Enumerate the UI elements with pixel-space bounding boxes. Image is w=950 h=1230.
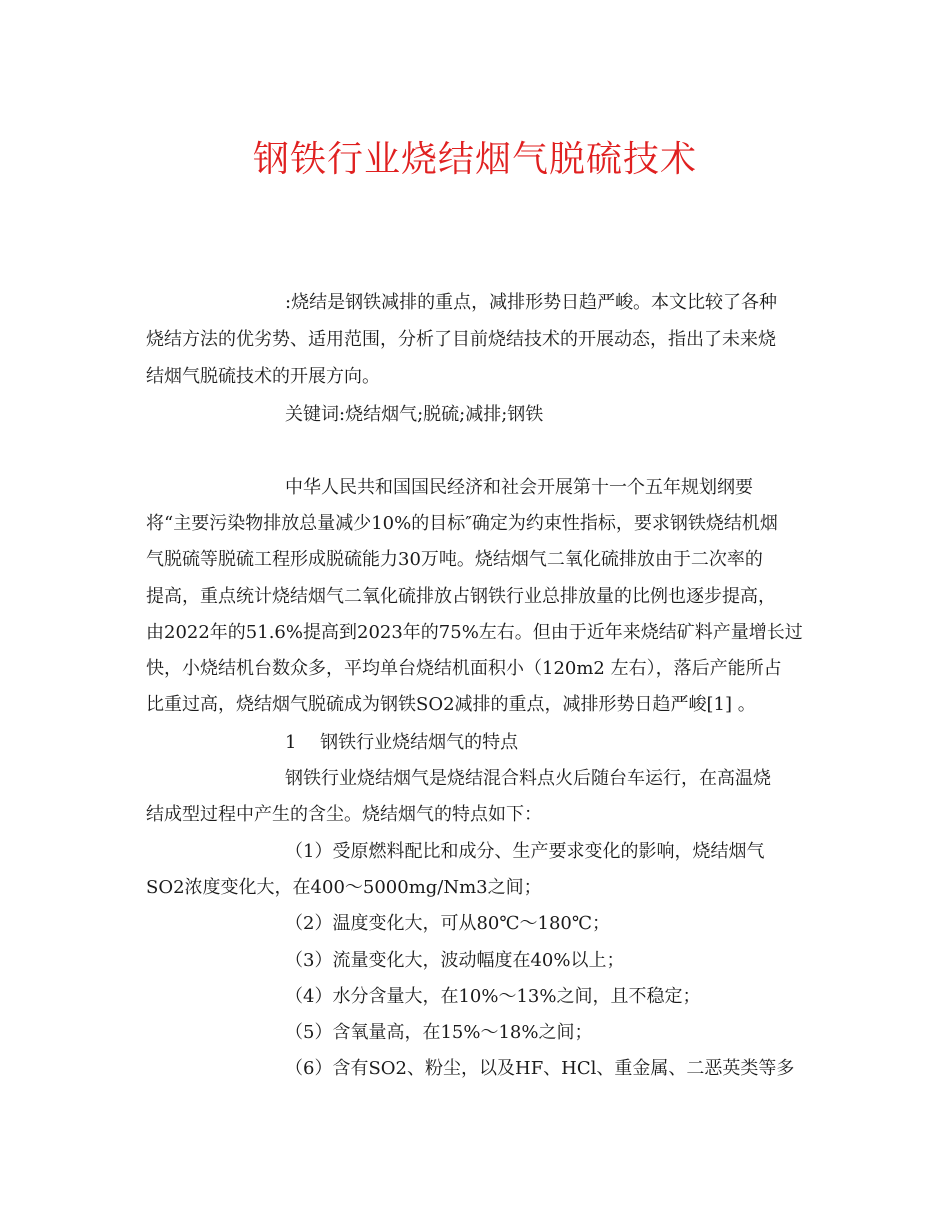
intro-line-2: 将“主要污染物排放总量减少10%的目标″确定为约束性指标，要求钢铁烧结机烟 xyxy=(146,513,778,534)
feature-line-6: （6）含有SO2、粉尘，以及HF、HCl、重金属、二恶英类等多 xyxy=(285,1058,795,1079)
feature-line-3: （3）流量变化大，波动幅度在40%以上； xyxy=(285,950,625,971)
intro-line-6: 快，小烧结机台数众多，平均单台烧结机面积小（120m2 左右），落后产能所占 xyxy=(146,658,782,679)
abstract-line-1: :烧结是钢铁减排的重点，减排形势日趋严峻。本文比较了各种 xyxy=(285,292,778,313)
keywords-line: 关键词:烧结烟气;脱硫;减排;钢铁 xyxy=(285,404,544,425)
feature-line-4: （4）水分含量大，在10%～13%之间，且不稳定； xyxy=(285,986,701,1007)
intro-line-4: 提高，重点统计烧结烟气二氧化硫排放占钢铁行业总排放量的比例也逐步提高， xyxy=(146,586,776,607)
intro-line-1: 中华人民共和国国民经济和社会开展第十一个五年规划纲要 xyxy=(285,477,753,498)
section-1-heading: 1 钢铁行业烧结烟气的特点 xyxy=(285,732,519,753)
abstract-line-3: 结烟气脱硫技术的开展方向。 xyxy=(146,366,380,387)
intro-line-5: 由2022年的51.6%提高到2023年的75%左右。但由于近年来烧结矿料产量增长过 xyxy=(146,622,803,643)
feature-line-5: （5）含氧量高，在15%～18%之间； xyxy=(285,1022,593,1043)
abstract-line-2: 烧结方法的优劣势、适用范围，分析了目前烧结技术的开展动态，指出了未来烧 xyxy=(146,329,776,350)
intro-line-3: 气脱硫等脱硫工程形成脱硫能力30万吨。烧结烟气二氧化硫排放由于二次率的 xyxy=(146,549,763,570)
feature-line-1: （1）受原燃料配比和成分、生产要求变化的影响，烧结烟气 xyxy=(285,841,765,862)
section-1-line-1: 钢铁行业烧结烟气是烧结混合料点火后随台车运行，在高温烧 xyxy=(285,768,771,789)
section-1-line-2: 结成型过程中产生的含尘。烧结烟气的特点如下： xyxy=(146,804,542,825)
feature-line-2: （2）温度变化大，可从80℃～180℃； xyxy=(285,913,610,934)
intro-line-7: 比重过高，烧结烟气脱硫成为钢铁SO2减排的重点，减排形势日趋严峻[1] 。 xyxy=(146,694,756,715)
document-title: 钢铁行业烧结烟气脱硫技术 xyxy=(252,139,697,180)
feature-line-1-cont: SO2浓度变化大，在400～5000mg/Nm3之间； xyxy=(146,877,542,898)
